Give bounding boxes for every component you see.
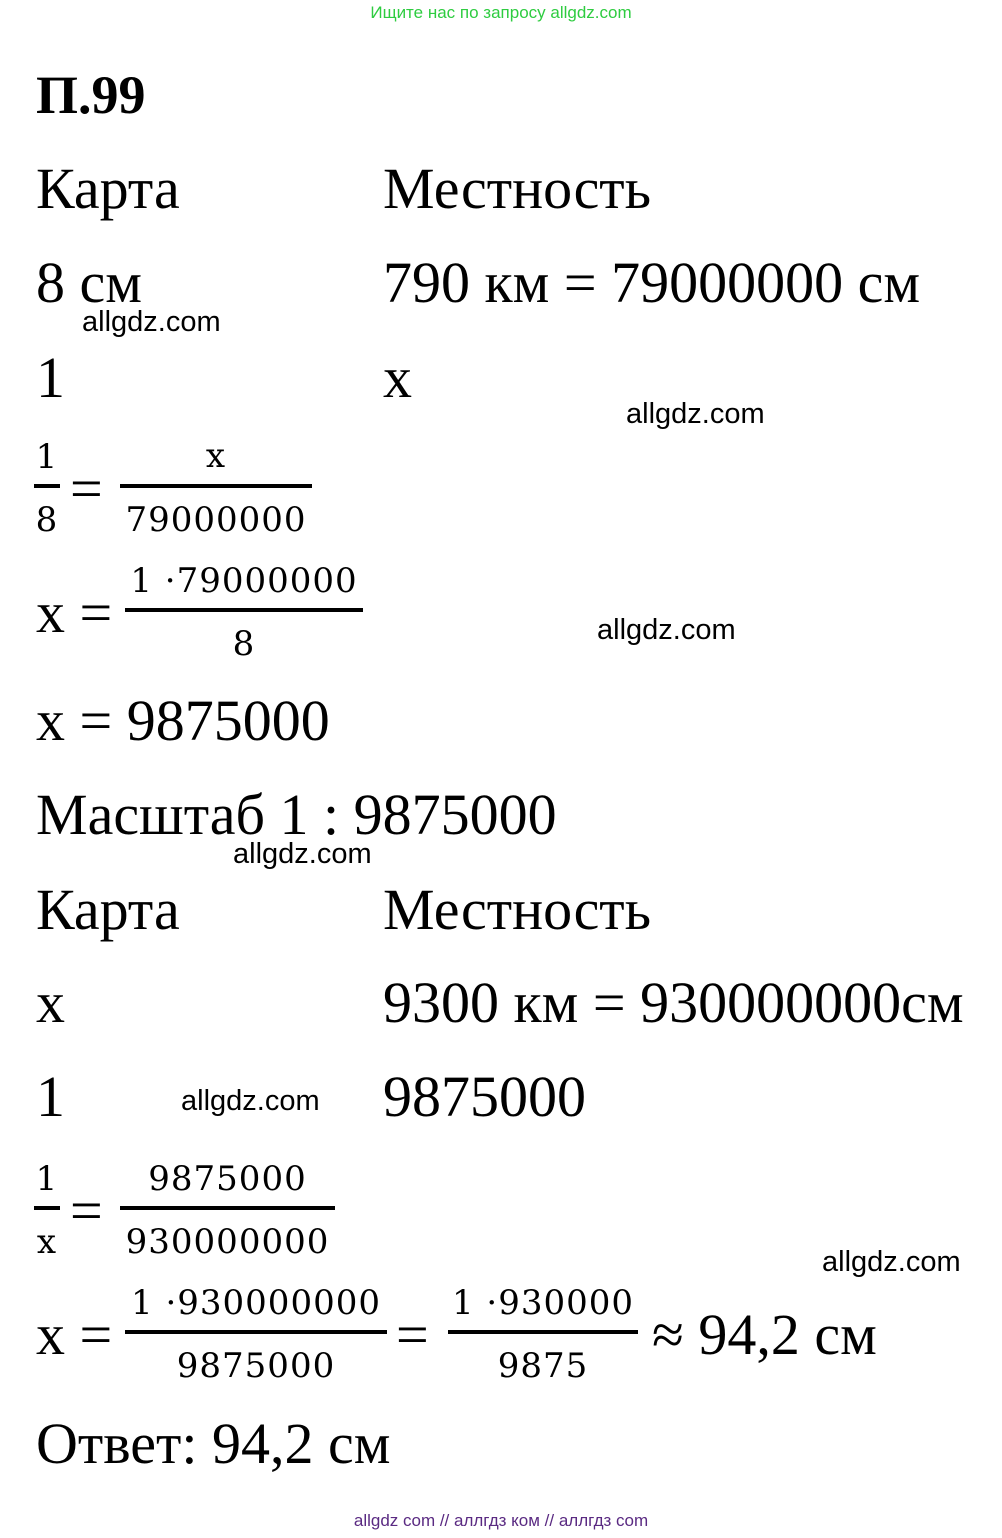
fraction-denominator: 8 (232, 624, 256, 664)
equals-sign: = (396, 1302, 429, 1367)
fraction-numerator: 1 ·930000000 (131, 1283, 381, 1323)
result-equation: x = 9875000 (36, 688, 330, 753)
terrain-value-2: 9875000 (383, 1064, 586, 1129)
fraction-denominator: 930000000 (125, 1222, 330, 1262)
watermark: allgdz.com (626, 398, 765, 430)
fraction-numerator: 1 ·930000 (451, 1283, 635, 1323)
top-banner[interactable]: Ищите нас по запросу allgdz.com (370, 3, 632, 22)
fraction-bar (34, 1206, 60, 1210)
fraction-bar (125, 1330, 387, 1334)
footer-links[interactable]: allgdz com // аллгдз ком // аллгдз com (353, 1511, 649, 1530)
fraction-denominator: 79000000 (125, 500, 307, 540)
column-header-map: Карта (36, 877, 180, 942)
fraction-numerator: 1 (35, 437, 59, 477)
equals-sign: = (70, 1178, 103, 1243)
fraction-denominator: 8 (35, 500, 59, 540)
fraction-denominator: 9875000 (176, 1346, 336, 1386)
map-value-2: 1 (36, 1064, 65, 1129)
fraction-numerator: 1 ·79000000 (130, 561, 358, 601)
map-value-1: x (36, 970, 65, 1035)
terrain-value-1: 790 км = 79000000 см (383, 250, 921, 315)
map-value-1: 8 см (36, 250, 142, 315)
fraction-bar (120, 1206, 335, 1210)
answer-line: Ответ: 94,2 см (36, 1411, 391, 1476)
watermark: allgdz.com (822, 1246, 961, 1278)
equation-lhs: x = (36, 580, 113, 645)
fraction-bar (120, 484, 312, 488)
map-value-2: 1 (36, 345, 65, 410)
equals-sign: = (70, 456, 103, 521)
watermark: allgdz.com (233, 838, 372, 870)
terrain-value-2: x (383, 345, 412, 410)
fraction-numerator: 9875000 (148, 1159, 307, 1199)
approx-result: ≈ 94,2 см (652, 1302, 877, 1367)
column-header-map: Карта (36, 156, 180, 221)
fraction-denominator: x (36, 1222, 58, 1262)
fraction-bar (34, 484, 60, 488)
fraction-bar (125, 608, 363, 612)
column-header-terrain: Местность (383, 877, 652, 942)
equation-lhs: x = (36, 1302, 113, 1367)
watermark: allgdz.com (181, 1085, 320, 1117)
fraction-numerator: 1 (35, 1159, 59, 1199)
fraction-numerator: x (205, 436, 227, 476)
scale-line: Масштаб 1 : 9875000 (36, 782, 557, 847)
terrain-value-1: 9300 км = 930000000см (383, 970, 964, 1035)
fraction-denominator: 9875 (497, 1346, 589, 1386)
watermark: allgdz.com (82, 306, 221, 338)
problem-title: П.99 (36, 65, 146, 125)
column-header-terrain: Местность (383, 156, 652, 221)
fraction-bar (448, 1330, 638, 1334)
watermark: allgdz.com (597, 614, 736, 646)
